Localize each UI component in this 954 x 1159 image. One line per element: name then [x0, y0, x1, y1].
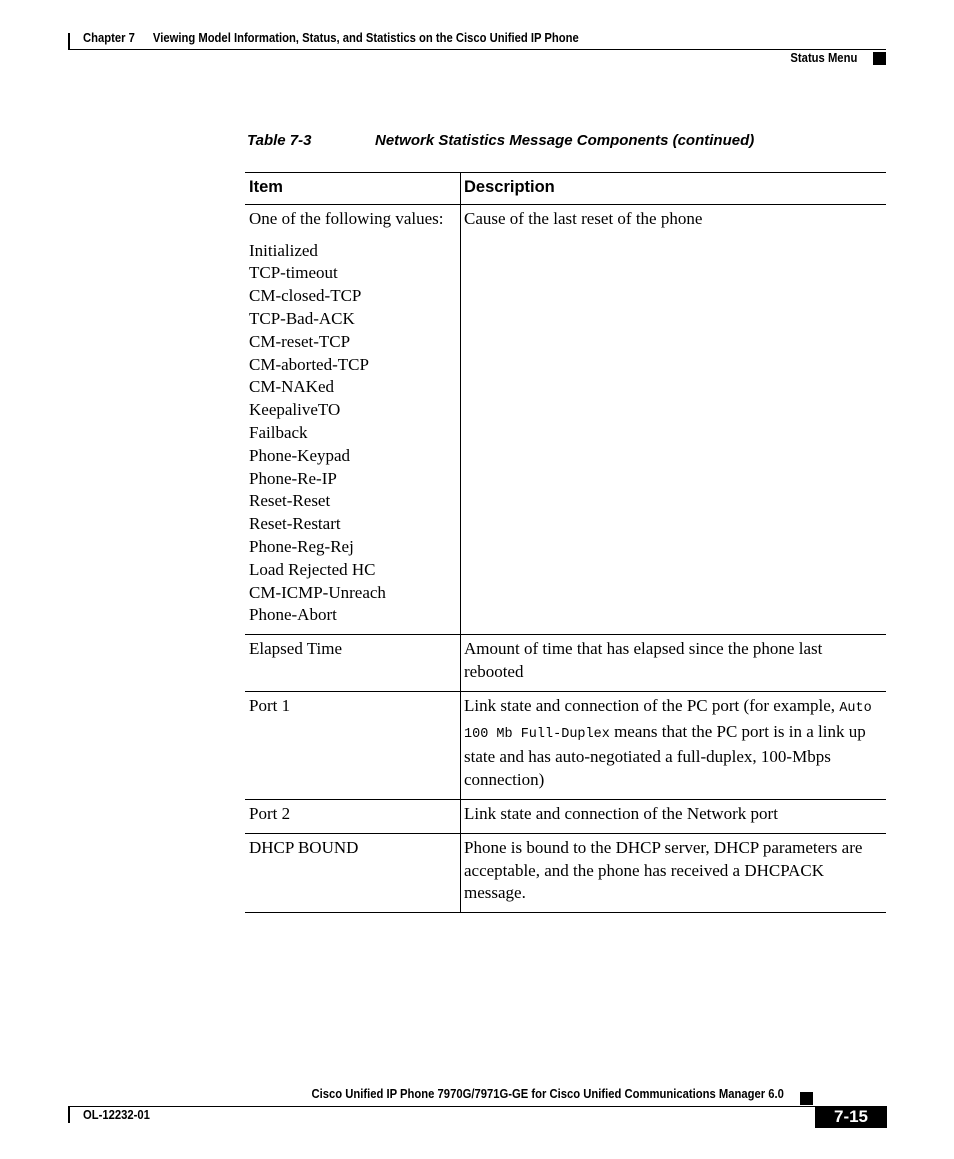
- dhcp-description: Phone is bound to the DHCP server, DHCP parameters are acceptable, and the phone has received a DHCPACK message.: [461, 833, 887, 912]
- reset-value: CM-ICMP-Unreach: [249, 582, 386, 602]
- table-title: Network Statistics Message Components (continued): [375, 132, 755, 149]
- reset-reason-item: [245, 204, 461, 634]
- reset-value: Load Rejected HC: [249, 559, 376, 579]
- table-header-row: [245, 173, 886, 205]
- port1-desc-code: Auto 100 Mb Full-Duplex: [464, 700, 872, 742]
- header-marker: [873, 52, 886, 65]
- dhcp-item: DHCP BOUND: [245, 833, 461, 912]
- port1-desc-after: means that the PC port is in a link up state and has auto-negotiated a full-duplex, 100-Mbps connection): [464, 721, 866, 790]
- reset-value: Phone-Reg-Rej: [249, 536, 354, 556]
- reset-value: TCP-Bad-ACK: [249, 308, 355, 328]
- reset-value: Reset-Restart: [249, 514, 341, 534]
- reset-value: Phone-Abort: [249, 605, 337, 625]
- table-row: [245, 635, 886, 692]
- footer-doc-number: OL-12232-01: [83, 1108, 150, 1122]
- table-row: [245, 799, 886, 833]
- statistics-table: [245, 172, 886, 913]
- port1-item: Port 1: [245, 691, 461, 799]
- port1-desc-before: Link state and connection of the PC port (for example,: [464, 695, 840, 715]
- reset-value: KeepaliveTO: [249, 400, 341, 420]
- table-caption: [247, 132, 755, 149]
- footer-bar: [68, 1106, 70, 1123]
- section-title: Status Menu: [790, 51, 857, 65]
- footer-rule: [68, 1106, 886, 1107]
- page-number: 7-15: [815, 1106, 887, 1128]
- footer-marker: [800, 1092, 813, 1105]
- reset-value: CM-NAKed: [249, 377, 334, 397]
- reset-value: Failback: [249, 422, 308, 442]
- header-bar: [68, 33, 70, 50]
- column-header-item: Item: [245, 173, 461, 205]
- table-row: [245, 204, 886, 634]
- chapter-title: Viewing Model Information, Status, and Statistics on the Cisco Unified IP Phone: [152, 31, 579, 45]
- reset-value: CM-reset-TCP: [249, 331, 351, 351]
- port1-description: [461, 691, 887, 799]
- running-header: [83, 31, 579, 45]
- reset-value: CM-aborted-TCP: [249, 354, 369, 374]
- reset-value: Phone-Re-IP: [249, 468, 337, 488]
- reset-value: Initialized: [249, 240, 318, 260]
- table-row: [245, 833, 886, 912]
- reset-value: Phone-Keypad: [249, 445, 351, 465]
- reset-value: Reset-Reset: [249, 491, 331, 511]
- elapsed-time-description: Amount of time that has elapsed since the phone last rebooted: [461, 635, 887, 692]
- reset-value: CM-closed-TCP: [249, 286, 362, 306]
- column-header-description: Description: [461, 173, 887, 205]
- header-rule: [68, 49, 886, 50]
- table-row: [245, 691, 886, 799]
- reset-value: TCP-timeout: [249, 263, 338, 283]
- footer-book-title: Cisco Unified IP Phone 7970G/7971G-GE for Cisco Unified Communications Manager 6.0: [311, 1087, 784, 1101]
- reset-reason-description: Cause of the last reset of the phone: [461, 204, 887, 634]
- port2-item: Port 2: [245, 799, 461, 833]
- chapter-number: Chapter 7: [83, 31, 135, 45]
- reset-values-intro: One of the following values:: [249, 208, 444, 228]
- table-label: Table 7-3: [247, 132, 312, 149]
- port2-description: Link state and connection of the Network port: [461, 799, 887, 833]
- elapsed-time-item: Elapsed Time: [245, 635, 461, 692]
